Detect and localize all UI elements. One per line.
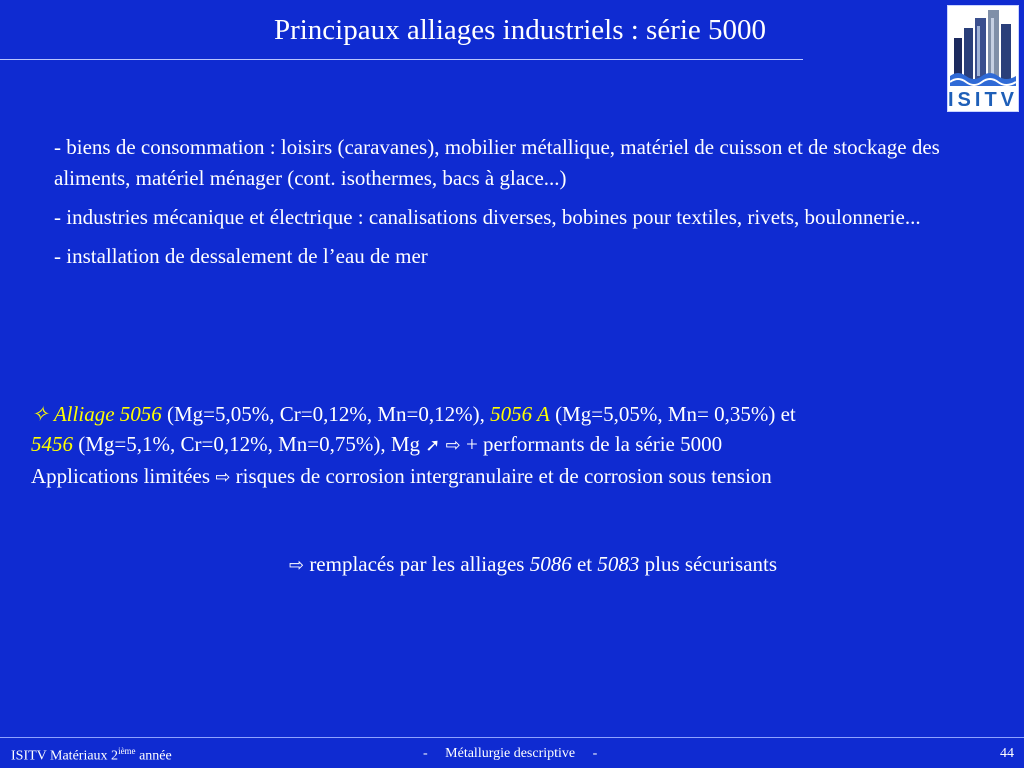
conclusion-and: et xyxy=(576,552,593,576)
limits-label: Applications limitées xyxy=(31,464,211,488)
alloy-5456-name: 5456 xyxy=(31,432,73,456)
implies-arrow-icon: ⇨ xyxy=(445,435,461,456)
alloy-5056-name: Alliage 5056 xyxy=(53,402,162,426)
bullet-desalination: - installation de dessalement de l’eau de mer xyxy=(54,244,428,268)
alloy-5056-composition: (Mg=5,05%, Cr=0,12%, Mn=0,12%), xyxy=(167,402,485,426)
alloy-5086: 5086 xyxy=(529,552,572,576)
footer xyxy=(0,743,1024,767)
implies-arrow-icon: ⇨ xyxy=(288,555,305,576)
page-number: 44 xyxy=(1000,746,1014,761)
bullet-industry: - industries mécanique et électrique : canalisations diverses, bobines pour textiles, rivets, boulonnerie... xyxy=(54,205,921,229)
conclusion-line xyxy=(0,552,1024,577)
alloy-5083: 5083 xyxy=(597,552,640,576)
alloy-5056a-name: 5056 A xyxy=(490,402,550,426)
footer-course-prefix: ISITV Matériaux 2 xyxy=(11,748,119,764)
footer-divider xyxy=(0,737,1024,738)
conclusion-text-after: plus sécurisants xyxy=(644,552,778,576)
footer-course-suffix: année xyxy=(139,748,172,764)
performance-text: + performants de la série 5000 xyxy=(465,432,723,456)
arrow-up-right-icon: ➚ xyxy=(425,435,441,456)
alloy-paragraph xyxy=(31,399,1011,493)
footer-course xyxy=(11,746,172,765)
limits-text: risques de corrosion intergranulaire et de corrosion sous tension xyxy=(235,464,772,488)
logo-text: ISITV xyxy=(948,89,1018,111)
slide-title: Principaux alliages industriels : série 5000 xyxy=(273,14,767,46)
footer-subject: - Métallurgie descriptive - xyxy=(423,746,598,761)
implies-arrow-icon: ⇨ xyxy=(215,467,231,488)
footer-course-sup: ième xyxy=(118,746,136,756)
isitv-logo xyxy=(947,5,1019,112)
bullet-consumer-goods: - biens de consommation : loisirs (caravanes), mobilier métallique, matériel de cuisson et de stockage des aliments, matériel ménager (cont. isothermes, bacs à glace...) xyxy=(54,135,940,190)
star-bullet-icon: ✧ xyxy=(31,402,49,426)
conclusion-text-before: remplacés par les alliages xyxy=(309,552,525,576)
application-list xyxy=(54,132,1014,280)
alloy-5056a-composition: (Mg=5,05%, Mn= 0,35%) et xyxy=(555,402,796,426)
alloy-5456-composition: (Mg=5,1%, Cr=0,12%, Mn=0,75%), Mg xyxy=(78,432,421,456)
title-divider xyxy=(0,59,803,60)
